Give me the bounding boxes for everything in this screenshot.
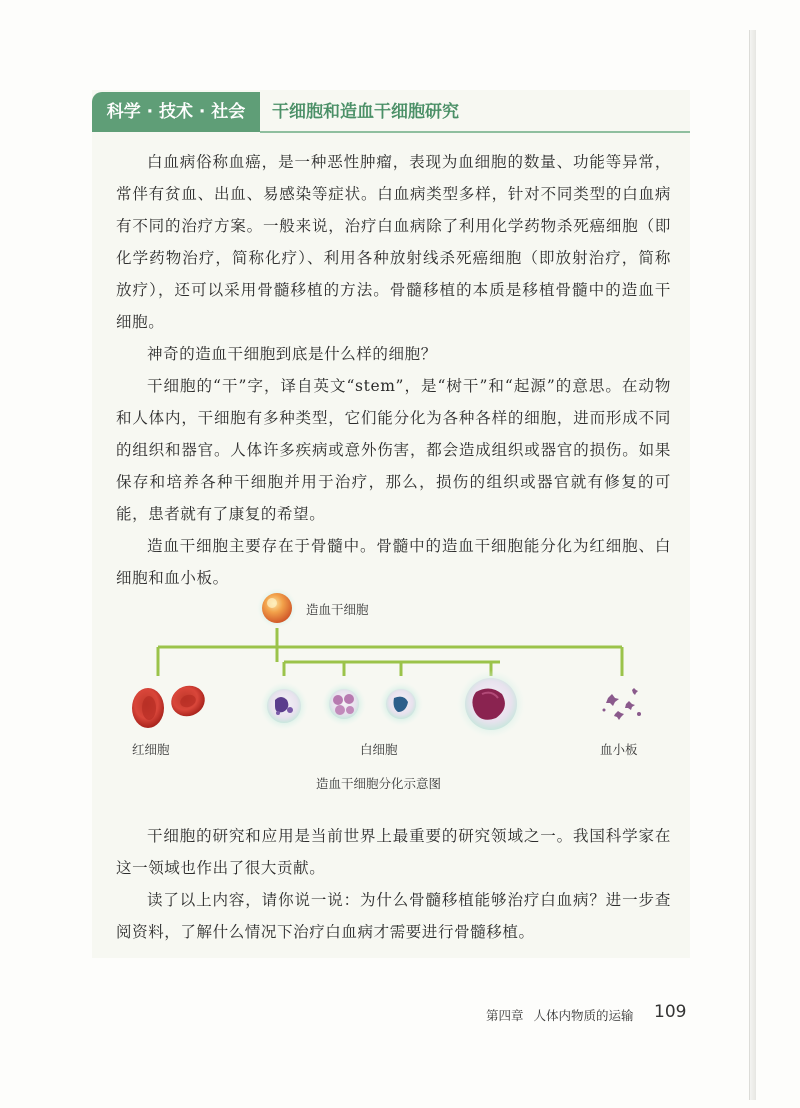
paragraph: 神奇的造血干细胞到底是什么样的细胞？ (147, 345, 437, 363)
platelet-label: 血小板 (600, 742, 638, 757)
stem-cell-label: 造血干细胞 (306, 602, 369, 617)
diagram-graphic (110, 580, 680, 800)
page-footer (486, 1006, 634, 1024)
red-blood-cells (132, 681, 209, 728)
section-title: 干细胞和造血干细胞研究 (272, 102, 459, 122)
white-blood-cells (260, 670, 525, 738)
page-edge (749, 30, 756, 1100)
paragraph: 读了以上内容，请你说一说：为什么骨髓移植能够治疗白血病？进一步查阅资料，了解什么情况下治疗白血病才需要进行骨髓移植。 (116, 891, 671, 941)
body-text-bottom (116, 820, 671, 948)
paragraph: 白血病俗称血癌，是一种恶性肿瘤，表现为血细胞的数量、功能等异常，常伴有贫血、出血、易感染等症状。白血病类型多样，针对不同类型的白血病有不同的治疗方案。一般来说，治疗白血病除了利用化学药物杀死癌细胞（即化学药物治疗，简称化疗）、利用各种放射线杀死癌细胞（即放射治疗，简称放疗），还可以采用骨髓移植的方法。骨髓移植的本质是移植骨髓中的造血干细胞。 (116, 153, 671, 331)
differentiation-diagram (110, 580, 680, 800)
chapter-title: 人体内物质的运输 (533, 1008, 634, 1023)
stem-cell (257, 588, 297, 628)
diagram-caption: 造血干细胞分化示意图 (316, 776, 442, 791)
paragraph: 干细胞的“干”字，译自英文“stem”，是“树干”和“起源”的意思。在动物和人体内，干细胞有多种类型，它们能分化为各种各样的细胞，进而形成不同的组织和器官。人体许多疾病或意外伤害，都会造成组织或器官的损伤。如果保存和培养各种干细胞并用于治疗，那么，损伤的组织或器官就有修复的可能，患者就有了康复的希望。 (116, 377, 671, 523)
section-header (92, 92, 690, 132)
header-underline (260, 131, 690, 133)
wbc-label: 白细胞 (360, 742, 398, 757)
paragraph: 造血干细胞主要存在于骨髓中。骨髓中的造血干细胞能分化为红细胞、白细胞和血小板。 (116, 537, 671, 587)
platelets (603, 688, 642, 720)
paragraph: 干细胞的研究和应用是当前世界上最重要的研究领域之一。我国科学家在这一领域也作出了很大贡献。 (116, 827, 671, 877)
section-tag: 科学 · 技术 · 社会 (92, 92, 260, 132)
rbc-label: 红细胞 (132, 742, 170, 757)
chapter-number: 第四章 (486, 1008, 524, 1023)
body-text-top (116, 146, 671, 594)
page-number: 109 (654, 1002, 687, 1022)
branch-lines (158, 628, 622, 676)
